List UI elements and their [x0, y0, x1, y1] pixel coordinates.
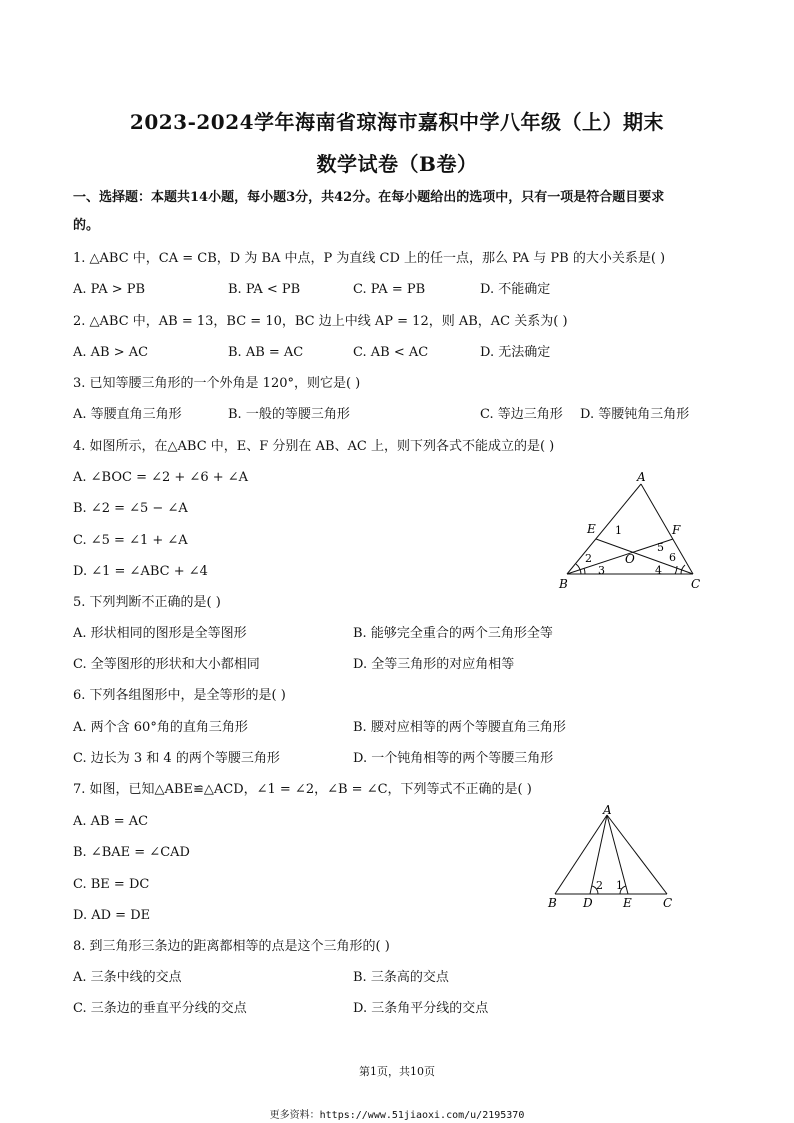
question-3-option-b[interactable]: B. 一般的等腰三角形: [228, 407, 350, 422]
question-5-option-d[interactable]: D. 全等三角形的对应角相等: [353, 657, 515, 672]
question-8-stem: 8. 到三角形三条边的距离都相等的点是这个三角形的( ): [73, 939, 390, 954]
page-subtitle: 数学试卷（B卷）: [316, 152, 478, 176]
question-8-option-a[interactable]: A. 三条中线的交点: [73, 970, 182, 985]
question-7-option-c[interactable]: C. BE = DC: [73, 877, 150, 892]
question-7-option-b[interactable]: B. ∠BAE = ∠CAD: [73, 845, 190, 860]
question-1-stem: 1. △ABC 中，CA = CB，D 为 BA 中点，P 为直线 CD 上的任一点，那么 PA 与 PB 的大小关系是( ): [73, 251, 666, 266]
question-8-option-d[interactable]: D. 三条角平分线的交点: [353, 1001, 489, 1016]
question-2-option-d[interactable]: D. 无法确定: [480, 345, 551, 360]
question-1-option-d[interactable]: D. 不能确定: [480, 282, 551, 297]
question-6-option-a[interactable]: A. 两个含 60°角的直角三角形: [73, 720, 248, 735]
question-6-option-b[interactable]: B. 腰对应相等的两个等腰直角三角形: [353, 720, 566, 735]
question-1-option-b[interactable]: B. PA < PB: [228, 282, 301, 297]
figure-q7-label-a: A: [603, 805, 612, 817]
question-5-option-a[interactable]: A. 形状相同的图形是全等图形: [73, 626, 247, 641]
figure-q7-label-d: D: [583, 896, 593, 910]
page-number: 第1页，共10页: [359, 1065, 435, 1078]
question-1-option-a[interactable]: A. PA > PB: [73, 282, 146, 297]
figure-q7-triangle: [540, 805, 690, 910]
question-5-option-b[interactable]: B. 能够完全重合的两个三角形全等: [353, 626, 553, 641]
question-4-option-a[interactable]: A. ∠BOC = ∠2 + ∠6 + ∠A: [73, 470, 249, 485]
question-8-option-c[interactable]: C. 三条边的垂直平分线的交点: [73, 1001, 247, 1016]
figure-q4-label-b: B: [559, 577, 568, 591]
question-3-option-c[interactable]: C. 等边三角形: [480, 407, 563, 422]
question-4-option-d[interactable]: D. ∠1 = ∠ABC + ∠4: [73, 564, 208, 579]
figure-q4-label-a: A: [637, 470, 646, 484]
question-8-option-b[interactable]: B. 三条高的交点: [353, 970, 449, 985]
question-2-option-b[interactable]: B. AB = AC: [228, 345, 304, 360]
question-3-option-d[interactable]: D. 等腰钝角三角形: [580, 407, 690, 422]
question-6-option-d[interactable]: D. 一个钝角相等的两个等腰三角形: [353, 751, 554, 766]
question-2-stem: 2. △ABC 中，AB = 13，BC = 10，BC 边上中线 AP = 12，则 AB，AC 关系为( ): [73, 314, 568, 329]
figure-q4-triangle: [555, 470, 715, 595]
section-header: 一、选择题：本题共14小题，每小题3分，共42分。在每小题给出的选项中，只有一项是符合题目要求: [73, 190, 665, 205]
question-4-stem: 4. 如图所示，在△ABC 中，E、F 分别在 AB、AC 上，则下列各式不能成立的是( ): [73, 439, 555, 454]
question-2-option-c[interactable]: C. AB < AC: [353, 345, 429, 360]
question-7-option-d[interactable]: D. AD = DE: [73, 908, 151, 923]
question-4-option-c[interactable]: C. ∠5 = ∠1 + ∠A: [73, 533, 188, 548]
figure-q4-label-e: E: [587, 522, 596, 536]
figure-q4-angle-2: 2: [585, 552, 592, 565]
figure-q7-angle-1: 1: [616, 879, 623, 892]
question-7-stem: 7. 如图，已知△ABE≌△ACD，∠1 = ∠2，∠B = ∠C，下列等式不正确的是( ): [73, 782, 532, 797]
figure-q7-label-e: E: [623, 896, 632, 910]
figure-q4-angle-1: 1: [615, 524, 622, 537]
question-4-option-b[interactable]: B. ∠2 = ∠5 − ∠A: [73, 501, 188, 516]
figure-q4-angle-5: 5: [657, 541, 664, 554]
figure-q4-label-c: C: [691, 577, 701, 591]
question-5-option-c[interactable]: C. 全等图形的形状和大小都相同: [73, 657, 260, 672]
watermark-link[interactable]: 更多资料：https://www.51jiaoxi.com/u/2195370: [269, 1110, 525, 1121]
figure-q7-label-c: C: [663, 896, 673, 910]
section-header-cont: 的。: [73, 218, 100, 233]
question-6-stem: 6. 下列各组图形中，是全等形的是( ): [73, 688, 286, 703]
figure-q4-angle-3: 3: [598, 564, 605, 577]
question-3-stem: 3. 已知等腰三角形的一个外角是 120°，则它是( ): [73, 376, 361, 391]
question-1-option-c[interactable]: C. PA = PB: [353, 282, 426, 297]
question-2-option-a[interactable]: A. AB > AC: [73, 345, 149, 360]
question-3-option-a[interactable]: A. 等腰直角三角形: [73, 407, 182, 422]
figure-q4-angle-4: 4: [655, 564, 662, 577]
figure-q4-label-o: O: [625, 552, 635, 566]
page-title: 2023-2024学年海南省琼海市嘉积中学八年级（上）期末: [129, 110, 665, 134]
figure-q7-angle-2: 2: [596, 879, 603, 892]
figure-q4-angle-6: 6: [669, 551, 676, 564]
figure-q4-label-f: F: [672, 523, 681, 537]
question-5-stem: 5. 下列判断不正确的是( ): [73, 595, 221, 610]
figure-q7-label-b: B: [548, 896, 557, 910]
question-7-option-a[interactable]: A. AB = AC: [73, 814, 149, 829]
question-6-option-c[interactable]: C. 边长为 3 和 4 的两个等腰三角形: [73, 751, 280, 766]
